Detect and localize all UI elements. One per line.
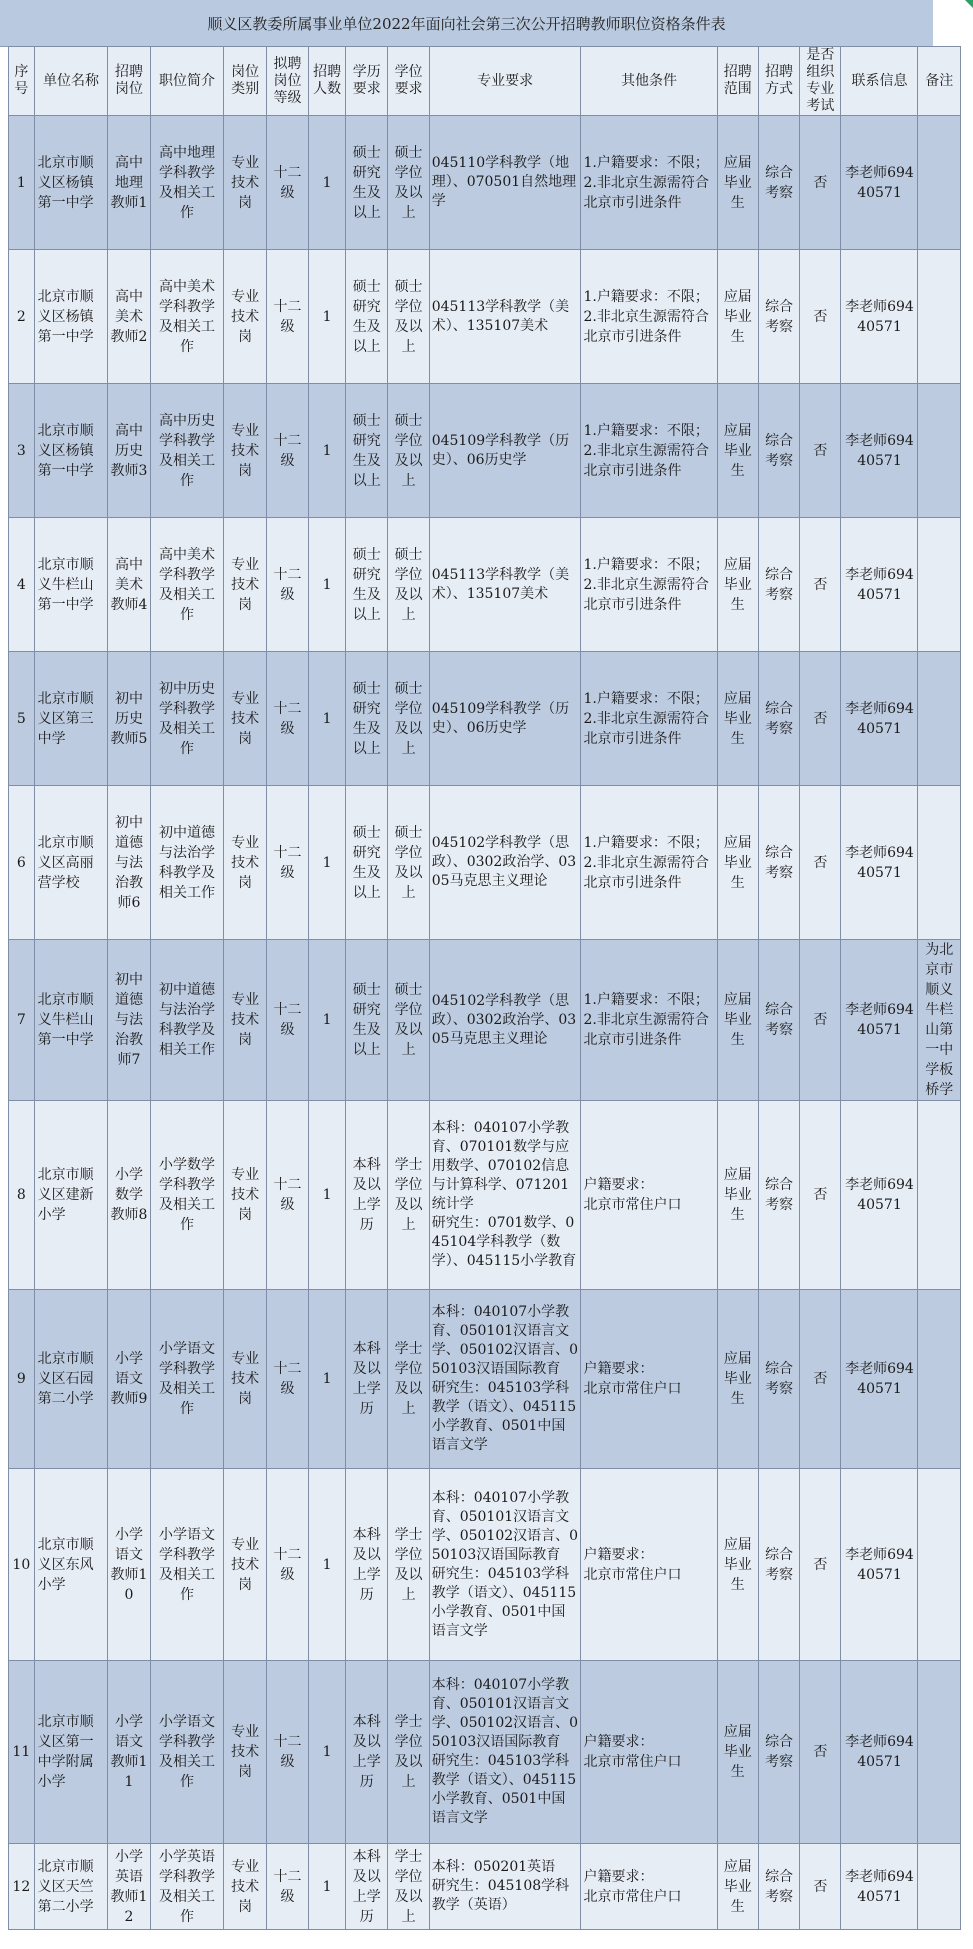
cell-unit: 北京市顺义区建新小学 <box>34 1101 108 1290</box>
cell-intro: 小学语文学科教学及相关工作 <box>150 1469 224 1661</box>
cell-no: 7 <box>9 940 35 1101</box>
header-no: 序号 <box>9 47 35 116</box>
cell-exam: 否 <box>800 1844 841 1930</box>
cell-method: 综合考察 <box>758 1290 799 1469</box>
cell-level: 十二级 <box>266 1290 308 1469</box>
cell-level: 十二级 <box>266 1844 308 1930</box>
cell-level: 十二级 <box>266 1661 308 1844</box>
cell-scope: 应届毕业生 <box>717 652 758 786</box>
cell-post: 小学数学教师8 <box>108 1101 150 1290</box>
cell-level: 十二级 <box>266 518 308 652</box>
cell-intro: 初中道德与法治学科教学及相关工作 <box>150 786 224 940</box>
cell-scope: 应届毕业生 <box>717 384 758 518</box>
cell-method: 综合考察 <box>758 1469 799 1661</box>
cell-scope: 应届毕业生 <box>717 1290 758 1469</box>
cell-unit: 北京市顺义牛栏山第一中学 <box>34 518 108 652</box>
table-row <box>9 786 961 940</box>
cell-other: 1.户籍要求：不限； 2.非北京生源需符合北京市引进条件 <box>581 250 717 384</box>
cell-other: 户籍要求： 北京市常住户口 <box>581 1290 717 1469</box>
cell-count: 1 <box>309 250 346 384</box>
cell-degree: 学士学位及以上 <box>388 1290 429 1469</box>
cell-type: 专业技术岗 <box>224 1469 266 1661</box>
cell-contact: 李老师69440571 <box>841 116 918 250</box>
cell-scope: 应届毕业生 <box>717 1101 758 1290</box>
cell-note <box>918 518 961 652</box>
cell-type: 专业技术岗 <box>224 652 266 786</box>
cell-post: 小学语文教师10 <box>108 1469 150 1661</box>
cell-level: 十二级 <box>266 940 308 1101</box>
cell-unit: 北京市顺义区东风小学 <box>34 1469 108 1661</box>
cell-no: 3 <box>9 384 35 518</box>
cell-method: 综合考察 <box>758 1844 799 1930</box>
cell-count: 1 <box>309 940 346 1101</box>
cell-type: 专业技术岗 <box>224 116 266 250</box>
cell-method: 综合考察 <box>758 1661 799 1844</box>
cell-post: 初中道德与法治教师7 <box>108 940 150 1101</box>
cell-scope: 应届毕业生 <box>717 250 758 384</box>
cell-degree: 学士学位及以上 <box>388 1844 429 1930</box>
cell-post: 高中历史教师3 <box>108 384 150 518</box>
header-level: 拟聘岗位等级 <box>266 47 308 116</box>
table-row <box>9 1469 961 1661</box>
cell-edu: 本科及以上学历 <box>346 1844 388 1930</box>
cell-type: 专业技术岗 <box>224 1844 266 1930</box>
cell-method: 综合考察 <box>758 1101 799 1290</box>
cell-post: 高中美术教师2 <box>108 250 150 384</box>
cell-contact: 李老师69440571 <box>841 652 918 786</box>
cell-other: 户籍要求： 北京市常住户口 <box>581 1469 717 1661</box>
cell-intro: 小学数学学科教学及相关工作 <box>150 1101 224 1290</box>
cell-count: 1 <box>309 1101 346 1290</box>
header-scope: 招聘范围 <box>717 47 758 116</box>
cell-major: 045113学科教学（美术）、135107美术 <box>429 250 581 384</box>
cell-major: 本科：040107小学教育、050101汉语言文学、050102汉语言、050103汉语国际教育 研究生：045103学科教学（语文）、045115小学教育、0501中国语言文学 <box>429 1661 581 1844</box>
cell-other: 1.户籍要求：不限； 2.非北京生源需符合北京市引进条件 <box>581 384 717 518</box>
cell-scope: 应届毕业生 <box>717 1469 758 1661</box>
cell-contact: 李老师69440571 <box>841 1469 918 1661</box>
cell-other: 户籍要求： 北京市常住户口 <box>581 1661 717 1844</box>
cell-intro: 初中道德与法治学科教学及相关工作 <box>150 940 224 1101</box>
cell-exam: 否 <box>800 1469 841 1661</box>
cell-major: 045110学科教学（地理）、070501自然地理学 <box>429 116 581 250</box>
cell-intro: 高中美术学科教学及相关工作 <box>150 250 224 384</box>
cell-note <box>918 384 961 518</box>
table-row <box>9 1844 961 1930</box>
cell-edu: 硕士研究生及以上 <box>346 652 388 786</box>
cell-degree: 硕士学位及以上 <box>388 518 429 652</box>
cell-edu: 硕士研究生及以上 <box>346 786 388 940</box>
cell-degree: 学士学位及以上 <box>388 1661 429 1844</box>
header-exam: 是否组织专业考试 <box>800 47 841 116</box>
cell-edu: 本科及以上学历 <box>346 1101 388 1290</box>
cell-post: 小学英语教师12 <box>108 1844 150 1930</box>
cell-unit: 北京市顺义区天竺第二小学 <box>34 1844 108 1930</box>
cell-exam: 否 <box>800 1101 841 1290</box>
cell-no: 11 <box>9 1661 35 1844</box>
cell-post: 高中地理教师1 <box>108 116 150 250</box>
cell-no: 1 <box>9 116 35 250</box>
cell-exam: 否 <box>800 250 841 384</box>
cell-degree: 硕士学位及以上 <box>388 652 429 786</box>
cell-intro: 高中美术学科教学及相关工作 <box>150 518 224 652</box>
cell-unit: 北京市顺义区第一中学附属小学 <box>34 1661 108 1844</box>
cell-intro: 小学英语学科教学及相关工作 <box>150 1844 224 1930</box>
cell-no: 10 <box>9 1469 35 1661</box>
cell-contact: 李老师69440571 <box>841 1101 918 1290</box>
cell-scope: 应届毕业生 <box>717 940 758 1101</box>
table-body <box>9 116 961 1930</box>
header-intro: 职位简介 <box>150 47 224 116</box>
cell-post: 小学语文教师9 <box>108 1290 150 1469</box>
cell-major: 本科：050201英语 研究生：045108学科教学（英语） <box>429 1844 581 1930</box>
cell-scope: 应届毕业生 <box>717 1844 758 1930</box>
cell-no: 9 <box>9 1290 35 1469</box>
cell-major: 本科：040107小学教育、070101数学与应用数学、070102信息与计算科学、071201统计学 研究生：0701数学、045104学科教学（数学）、045115小学教育 <box>429 1101 581 1290</box>
cell-no: 5 <box>9 652 35 786</box>
table-row <box>9 1101 961 1290</box>
cell-note <box>918 1290 961 1469</box>
cell-count: 1 <box>309 786 346 940</box>
cell-major: 045109学科教学（历史）、06历史学 <box>429 652 581 786</box>
cell-method: 综合考察 <box>758 786 799 940</box>
cell-other: 1.户籍要求：不限； 2.非北京生源需符合北京市引进条件 <box>581 116 717 250</box>
cell-degree: 学士学位及以上 <box>388 1101 429 1290</box>
cell-type: 专业技术岗 <box>224 1290 266 1469</box>
cell-post: 小学语文教师11 <box>108 1661 150 1844</box>
cell-count: 1 <box>309 1844 346 1930</box>
table-row <box>9 652 961 786</box>
cell-degree: 硕士学位及以上 <box>388 116 429 250</box>
cell-count: 1 <box>309 1290 346 1469</box>
cell-other: 户籍要求： 北京市常住户口 <box>581 1844 717 1930</box>
cell-major: 045109学科教学（历史）、06历史学 <box>429 384 581 518</box>
cell-count: 1 <box>309 518 346 652</box>
cell-intro: 初中历史学科教学及相关工作 <box>150 652 224 786</box>
cell-level: 十二级 <box>266 1469 308 1661</box>
cell-contact: 李老师69440571 <box>841 1290 918 1469</box>
table-row <box>9 518 961 652</box>
cell-degree: 硕士学位及以上 <box>388 384 429 518</box>
cell-degree: 硕士学位及以上 <box>388 250 429 384</box>
cell-other: 1.户籍要求：不限； 2.非北京生源需符合北京市引进条件 <box>581 786 717 940</box>
cell-exam: 否 <box>800 652 841 786</box>
cell-degree: 硕士学位及以上 <box>388 940 429 1101</box>
table-row <box>9 1661 961 1844</box>
table-row <box>9 250 961 384</box>
header-type: 岗位类别 <box>224 47 266 116</box>
header-method: 招聘方式 <box>758 47 799 116</box>
cell-contact: 李老师69440571 <box>841 250 918 384</box>
cell-exam: 否 <box>800 518 841 652</box>
cell-scope: 应届毕业生 <box>717 786 758 940</box>
cell-edu: 本科及以上学历 <box>346 1290 388 1469</box>
cell-level: 十二级 <box>266 250 308 384</box>
cell-degree: 学士学位及以上 <box>388 1469 429 1661</box>
cell-type: 专业技术岗 <box>224 1661 266 1844</box>
table-row <box>9 384 961 518</box>
cell-unit: 北京市顺义牛栏山第一中学 <box>34 940 108 1101</box>
cell-type: 专业技术岗 <box>224 1101 266 1290</box>
cell-unit: 北京市顺义区第三中学 <box>34 652 108 786</box>
cell-type: 专业技术岗 <box>224 384 266 518</box>
cell-post: 初中道德与法治教师6 <box>108 786 150 940</box>
cell-exam: 否 <box>800 384 841 518</box>
table-row <box>9 116 961 250</box>
cell-scope: 应届毕业生 <box>717 1661 758 1844</box>
cell-note <box>918 786 961 940</box>
cell-level: 十二级 <box>266 652 308 786</box>
cell-note <box>918 116 961 250</box>
cell-method: 综合考察 <box>758 652 799 786</box>
cell-level: 十二级 <box>266 384 308 518</box>
cell-contact: 李老师69440571 <box>841 1661 918 1844</box>
cell-exam: 否 <box>800 116 841 250</box>
cell-level: 十二级 <box>266 1101 308 1290</box>
cell-note: 为北京市顺义牛栏山第一中学板桥学 <box>918 940 961 1101</box>
cell-major: 045102学科教学（思政）、0302政治学、0305马克思主义理论 <box>429 940 581 1101</box>
cell-intro: 高中地理学科教学及相关工作 <box>150 116 224 250</box>
cell-intro: 小学语文学科教学及相关工作 <box>150 1290 224 1469</box>
cell-count: 1 <box>309 1469 346 1661</box>
cell-unit: 北京市顺义区高丽营学校 <box>34 786 108 940</box>
header-other: 其他条件 <box>581 47 717 116</box>
cell-scope: 应届毕业生 <box>717 116 758 250</box>
cell-intro: 高中历史学科教学及相关工作 <box>150 384 224 518</box>
cell-exam: 否 <box>800 1290 841 1469</box>
cell-exam: 否 <box>800 786 841 940</box>
cell-contact: 李老师69440571 <box>841 1844 918 1930</box>
cell-post: 初中历史教师5 <box>108 652 150 786</box>
cell-other: 户籍要求： 北京市常住户口 <box>581 1101 717 1290</box>
cell-method: 综合考察 <box>758 250 799 384</box>
cell-major: 本科：040107小学教育、050101汉语言文学、050102汉语言、050103汉语国际教育 研究生：045103学科教学（语文）、045115小学教育、0501中国语言文学 <box>429 1469 581 1661</box>
cell-major: 045113学科教学（美术）、135107美术 <box>429 518 581 652</box>
cell-exam: 否 <box>800 1661 841 1844</box>
cell-level: 十二级 <box>266 116 308 250</box>
cell-no: 4 <box>9 518 35 652</box>
cell-degree: 硕士学位及以上 <box>388 786 429 940</box>
header-contact: 联系信息 <box>841 47 918 116</box>
cell-no: 6 <box>9 786 35 940</box>
cell-contact: 李老师69440571 <box>841 786 918 940</box>
header-major: 专业要求 <box>429 47 581 116</box>
cell-method: 综合考察 <box>758 940 799 1101</box>
cell-unit: 北京市顺义区杨镇第一中学 <box>34 250 108 384</box>
header-count: 招聘人数 <box>309 47 346 116</box>
cell-major: 本科：040107小学教育、050101汉语言文学、050102汉语言、050103汉语国际教育 研究生：045103学科教学（语文）、045115小学教育、0501中国语言文学 <box>429 1290 581 1469</box>
cell-note <box>918 1661 961 1844</box>
table-title: 顺义区教委所属事业单位2022年面向社会第三次公开招聘教师职位资格条件表 <box>0 0 933 47</box>
header-edu: 学历要求 <box>346 47 388 116</box>
cell-note <box>918 652 961 786</box>
recruitment-table <box>8 46 961 1930</box>
header-row <box>9 47 961 116</box>
header-note: 备注 <box>918 47 961 116</box>
cell-method: 综合考察 <box>758 518 799 652</box>
table-row <box>9 1290 961 1469</box>
cell-no: 8 <box>9 1101 35 1290</box>
cell-unit: 北京市顺义区杨镇第一中学 <box>34 116 108 250</box>
cell-note <box>918 250 961 384</box>
cell-type: 专业技术岗 <box>224 250 266 384</box>
cell-type: 专业技术岗 <box>224 518 266 652</box>
cell-major: 045102学科教学（思政）、0302政治学、0305马克思主义理论 <box>429 786 581 940</box>
cell-edu: 本科及以上学历 <box>346 1661 388 1844</box>
cell-method: 综合考察 <box>758 384 799 518</box>
cell-type: 专业技术岗 <box>224 786 266 940</box>
header-degree: 学位要求 <box>388 47 429 116</box>
cell-contact: 李老师69440571 <box>841 940 918 1101</box>
cell-edu: 硕士研究生及以上 <box>346 116 388 250</box>
corner-marker-icon <box>933 0 973 46</box>
cell-note <box>918 1469 961 1661</box>
cell-note <box>918 1844 961 1930</box>
cell-intro: 小学语文学科教学及相关工作 <box>150 1661 224 1844</box>
cell-edu: 硕士研究生及以上 <box>346 518 388 652</box>
cell-unit: 北京市顺义区石园第二小学 <box>34 1290 108 1469</box>
header-post: 招聘岗位 <box>108 47 150 116</box>
cell-edu: 硕士研究生及以上 <box>346 384 388 518</box>
cell-exam: 否 <box>800 940 841 1101</box>
table-row <box>9 940 961 1101</box>
cell-post: 高中美术教师4 <box>108 518 150 652</box>
cell-count: 1 <box>309 116 346 250</box>
cell-no: 12 <box>9 1844 35 1930</box>
cell-count: 1 <box>309 384 346 518</box>
cell-count: 1 <box>309 1661 346 1844</box>
cell-other: 1.户籍要求：不限； 2.非北京生源需符合北京市引进条件 <box>581 940 717 1101</box>
cell-type: 专业技术岗 <box>224 940 266 1101</box>
cell-unit: 北京市顺义区杨镇第一中学 <box>34 384 108 518</box>
cell-method: 综合考察 <box>758 116 799 250</box>
cell-edu: 硕士研究生及以上 <box>346 940 388 1101</box>
cell-contact: 李老师69440571 <box>841 384 918 518</box>
cell-edu: 本科及以上学历 <box>346 1469 388 1661</box>
cell-no: 2 <box>9 250 35 384</box>
cell-other: 1.户籍要求：不限； 2.非北京生源需符合北京市引进条件 <box>581 518 717 652</box>
cell-scope: 应届毕业生 <box>717 518 758 652</box>
header-unit: 单位名称 <box>34 47 108 116</box>
cell-level: 十二级 <box>266 786 308 940</box>
cell-edu: 硕士研究生及以上 <box>346 250 388 384</box>
cell-note <box>918 1101 961 1290</box>
cell-contact: 李老师69440571 <box>841 518 918 652</box>
cell-other: 1.户籍要求：不限； 2.非北京生源需符合北京市引进条件 <box>581 652 717 786</box>
cell-count: 1 <box>309 652 346 786</box>
